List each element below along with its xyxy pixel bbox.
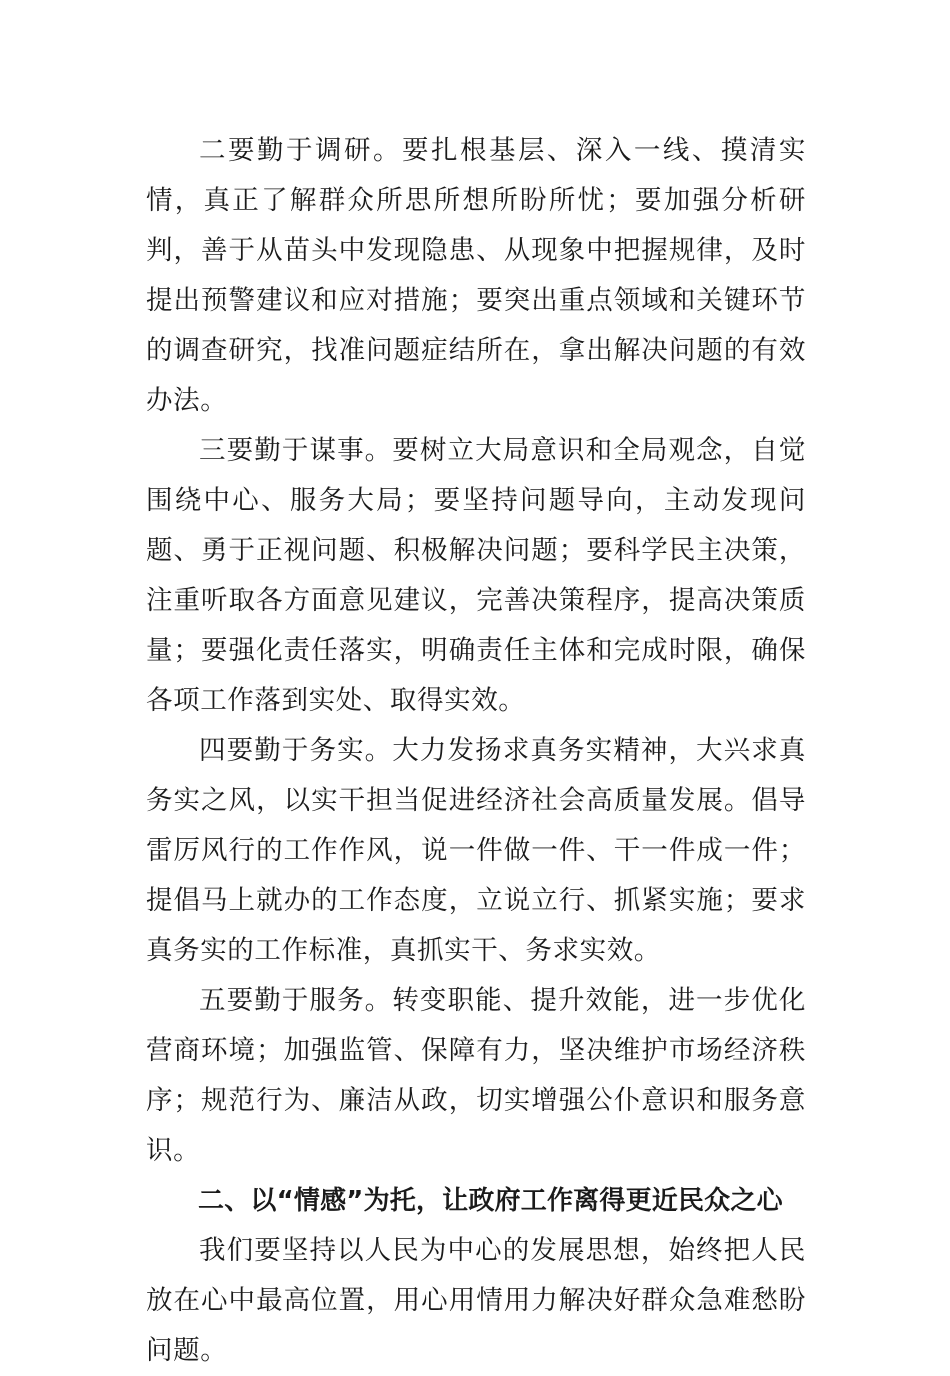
document-body — [146, 126, 806, 1376]
paragraph-diligent-research: 二要勤于调研。要扎根基层、深入一线、摸清实情，真正了解群众所思所想所盼所忧；要加强分析研判，善于从苗头中发现隐患、从现象中把握规律，及时提出预警建议和应对措施；要突出重点领域和关键环节的调查研究，找准问题症结所在，拿出解决问题的有效办法。 — [146, 135, 806, 416]
paragraph-diligent-service: 五要勤于服务。转变职能、提升效能，进一步优化营商环境；加强监管、保障有力，坚决维护市场经济秩序；规范行为、廉洁从政，切实增强公仆意识和服务意识。 — [146, 985, 806, 1166]
paragraph-diligent-planning: 三要勤于谋事。要树立大局意识和全局观念，自觉围绕中心、服务大局；要坚持问题导向，主动发现问题、勇于正视问题、积极解决问题；要科学民主决策，注重听取各方面意见建议，完善决策程序，提高决策质量；要强化责任落实，明确责任主体和完成时限，确保各项工作落到实处、取得实效。 — [146, 435, 806, 716]
paragraph-people-centered: 我们要坚持以人民为中心的发展思想，始终把人民放在心中最高位置，用心用情用力解决好群众急难愁盼问题。 — [146, 1235, 806, 1366]
section-heading: 二、以“情感”为托，让政府工作离得更近民众之心 — [198, 1186, 783, 1216]
paragraph-diligent-pragmatism: 四要勤于务实。大力发扬求真务实精神，大兴求真务实之风，以实干担当促进经济社会高质量发展。倡导雷厉风行的工作作风，说一件做一件、干一件成一件；提倡马上就办的工作态度，立说立行、抓紧实施；要求真务实的工作标准，真抓实干、务求实效。 — [146, 735, 806, 966]
